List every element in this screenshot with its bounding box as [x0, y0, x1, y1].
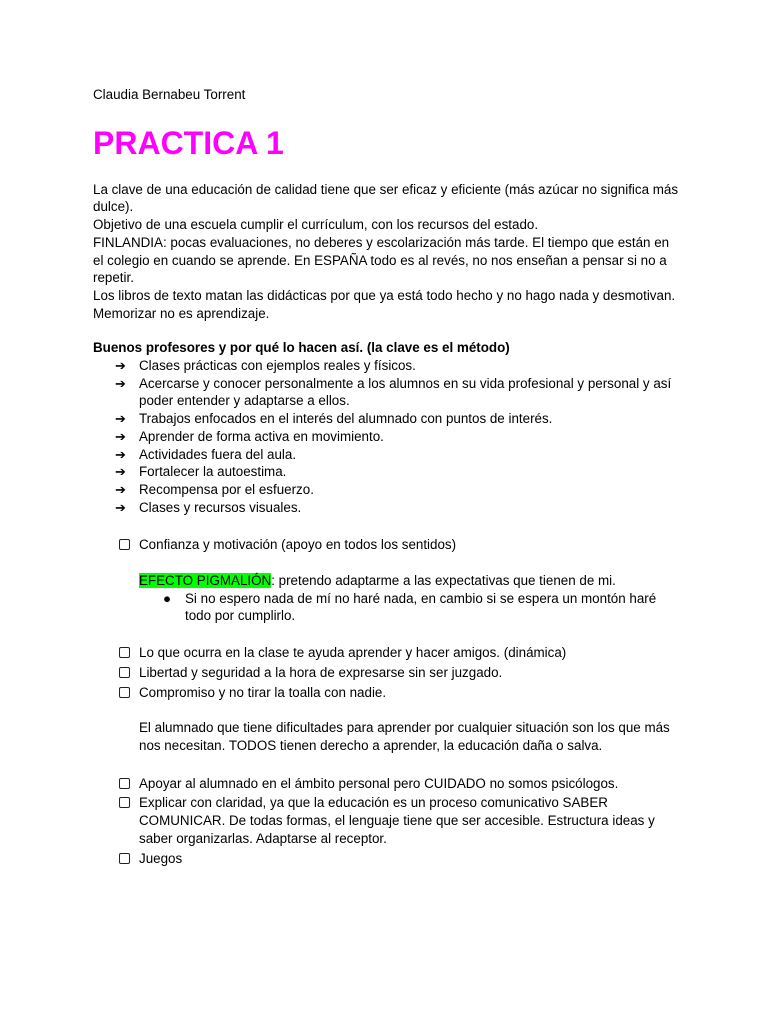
intro-paragraph: Objetivo de una escuela cumplir el currículum, con los recursos del estado. — [93, 217, 539, 233]
arrow-list-item: ➔ Clases y recursos visuales. — [115, 499, 302, 515]
bullet-list — [93, 590, 683, 625]
checklist-item: Lo que ocurra en la clase te ayuda aprender y hacer amigos. (dinámica) — [93, 644, 683, 662]
arrow-list-item: ➔ Clases prácticas con ejemplos reales y físicos. — [115, 358, 416, 374]
arrow-list-item: ➔ Trabajos enfocados en el interés del alumnado con puntos de interés. — [115, 411, 553, 427]
intro-paragraph: FINLANDIA: pocas evaluaciones, no deberes y escolarización más tarde. El tiempo que están en el colegio en cuando se aprende. En ESPAÑA todo es al revés, no nos enseñan a pensar si no a repetir. — [93, 234, 670, 286]
checkbox-icon[interactable] — [119, 687, 130, 698]
arrow-list-item: ➔ Aprender de forma activa en movimiento. — [115, 428, 384, 444]
checklist-item: Libertad y seguridad a la hora de expresarse sin ser juzgado. — [93, 664, 683, 682]
intro-paragraph: La clave de una educación de calidad tiene que ser eficaz y eficiente (más azúcar no significa más dulce). — [93, 181, 679, 215]
bullet-list-item: ● Si no espero nada de mí no haré nada, en cambio si se espera un montón haré todo por cumplirlo. — [163, 590, 657, 624]
arrow-right-icon: ➔ — [115, 358, 126, 374]
arrow-list-item: ➔ Recompensa por el esfuerzo. — [115, 481, 314, 497]
checklist-item: Apoyar al alumnado en el ámbito personal pero CUIDADO no somos psicólogos. — [93, 775, 683, 793]
arrow-list-item: ➔ Acercarse y conocer personalmente a los alumnos en su vida profesional y personal y así poder entender y adaptarse a ellos. — [115, 375, 672, 409]
difficulties-paragraph-block — [93, 719, 683, 754]
checkbox-icon[interactable] — [119, 647, 130, 658]
author-name: Claudia Bernabeu Torrent — [93, 87, 246, 102]
intro-paragraph: Memorizar no es aprendizaje. — [93, 305, 270, 321]
checkbox-icon[interactable] — [119, 539, 130, 550]
checklist-item: Explicar con claridad, ya que la educación es un proceso comunicativo SABER COMUNICAR. De todas formas, el lenguaje tiene que ser accesible. Estructura ideas y saber organizarlas. Adaptarse al receptor. — [93, 794, 683, 847]
difficulties-paragraph: El alumnado que tiene dificultades para aprender por cualquier situación son los que más nos necesitan. TODOS tienen derecho a aprender, la educación daña o salva. — [139, 720, 670, 753]
highlighted-term: EFECTO PIGMALIÓN — [139, 573, 272, 589]
checklist-item: Compromiso y no tirar la toalla con nadie. — [93, 684, 683, 702]
document-title: PRACTICA 1 — [93, 124, 284, 161]
pigmalion-block — [93, 572, 683, 590]
arrow-right-icon: ➔ — [115, 499, 126, 515]
document-page — [93, 86, 683, 867]
section-heading: Buenos profesores y por qué lo hacen así. (la clave es el método) — [93, 340, 510, 356]
arrow-right-icon: ➔ — [115, 375, 126, 391]
arrow-list-item: ➔ Actividades fuera del aula. — [115, 446, 297, 462]
arrow-list — [93, 357, 683, 516]
arrow-right-icon: ➔ — [115, 464, 126, 480]
arrow-right-icon: ➔ — [115, 428, 126, 444]
arrow-right-icon: ➔ — [115, 411, 126, 427]
checklist-item: Juegos — [93, 850, 683, 868]
checkbox-icon[interactable] — [119, 797, 130, 808]
intro-paragraph: Los libros de texto matan las didácticas por que ya está todo hecho y no hago nada y desmotivan. — [93, 287, 676, 303]
arrow-list-item: ➔ Fortalecer la autoestima. — [115, 464, 287, 480]
arrow-right-icon: ➔ — [115, 446, 126, 462]
checkbox-icon[interactable] — [119, 853, 130, 864]
checklist-item: Confianza y motivación (apoyo en todos los sentidos) — [93, 536, 683, 554]
checkbox-icon[interactable] — [119, 778, 130, 789]
bullet-icon: ● — [163, 590, 172, 606]
pigmalion-line: EFECTO PIGMALIÓN: pretendo adaptarme a las expectativas que tienen de mi. — [139, 573, 616, 589]
checkbox-icon[interactable] — [119, 667, 130, 678]
intro-section — [93, 181, 683, 323]
arrow-right-icon: ➔ — [115, 481, 126, 497]
